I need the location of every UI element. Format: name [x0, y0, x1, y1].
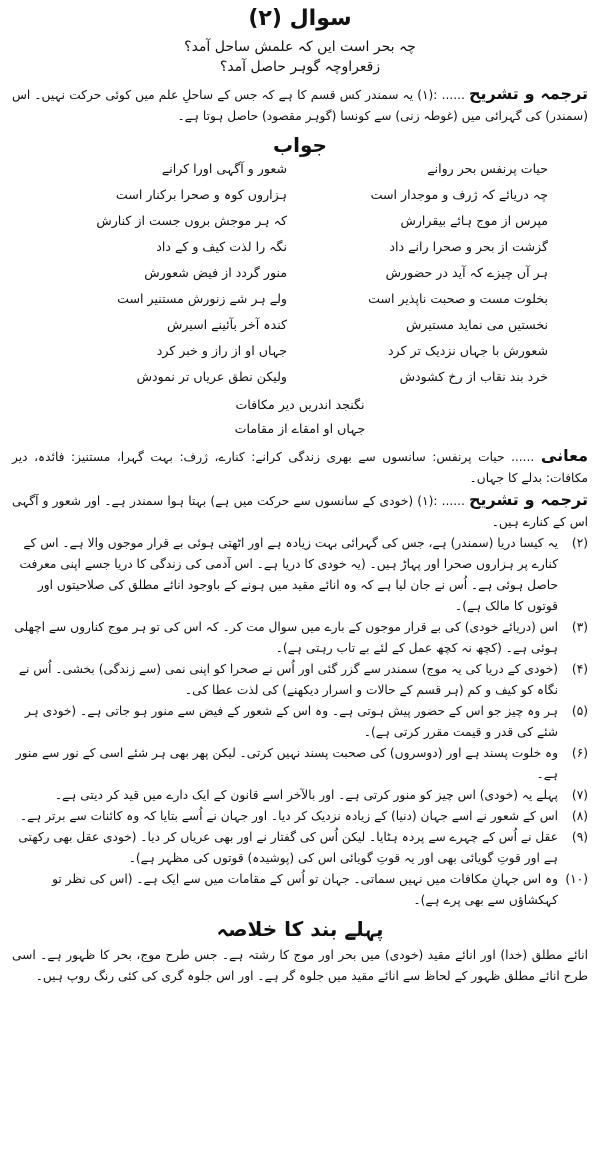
item-number: (۲) [571, 536, 588, 550]
poem-verse-right: بخلوت مست و صحبت ناپذیر است [368, 291, 548, 306]
list-item [12, 659, 588, 701]
list-item [12, 785, 588, 806]
poem-verse-left: ولے ہر شے زنورش مستنیر است [117, 291, 287, 306]
poem-verse-left: کہ ہر موجش بروں جست از کنارش [96, 213, 287, 228]
meanings-label: معانی [540, 446, 589, 465]
answer-heading: جواب [273, 133, 327, 157]
item-number: (۳) [571, 620, 588, 634]
poem-verse-right: چہ دریائے کہ ژرف و موجدار است [370, 187, 548, 202]
poem-row [52, 239, 548, 265]
item-text: عقل نے اُس کے چہرے سے پردہ ہٹایا۔ لیکن اُس کی گفتار نے اور بھی عریاں کر دیا۔ (خودی عقل بھی رکھتی ہے اور قوتِ گویائی بھی اور یہ قوتِ گویائی اس کی (پوشیدہ) قوتوں کی مظہر ہے)۔ [18, 830, 558, 865]
translation-text: :(۱) یہ سمندر کس قسم کا ہے کہ جس کے ساحلِ علم میں کوئی حرکت نہیں۔ اس (سمندر) کی گہرائی میں (غوطہ زنی) سے کونسا (گوہر مقصود) حاصل ہوتا ہے۔ [12, 88, 588, 123]
poem-center-verse-2: جہاں او امقاے از مقامات [234, 421, 366, 436]
item-text: یہ کیسا دریا (سمندر) ہے، جس کی گہرائی بہت زیادہ ہے اور اٹھتی ہوئی بے قرار موجوں والا ہے۔ اس کے کنارے پر ہزاروں صحرا اور پہاڑ ہیں۔ (یہ خودی کا دریا ہے۔ اس آدمی کی زندگی کا دریا جسے اپنی معرفت حاصل ہوئی ہے۔ اُس نے جان لیا ہے کہ وہ انائے مقید میں ہونے کے باوجود انائے مطلق کی صلاحیتوں اور قوتوں کا مالک ہے)۔ [19, 536, 558, 613]
poem-row [52, 369, 548, 395]
poem-row [52, 265, 548, 291]
answer-translation [12, 489, 588, 533]
poem-verse-right: حیات پرنفس بحر روانے [427, 161, 548, 176]
poem-verse-left: نگہ را لذت کیف و کے داد [156, 239, 287, 254]
item-text: وہ اس جہانِ مکافات میں نہیں سماتی۔ جہان تو اُس کے مقامات میں سے ایک ہے۔ (اس کی نظر تو کہکشاؤں سے بھی پرے ہے)۔ [52, 872, 558, 907]
meanings-text: حیات پرنفس: سانسوں سے بھری زندگی کرانے: کنارے، ژرف: بہت گہرا، مستنیز: فائدہ، دیر مکافات: بدلے کا جہاں۔ [12, 450, 588, 485]
poem-center-verse-1: نگنجد اندریں دیر مکافات [235, 397, 365, 412]
poem-verse-left: کندہ آخر بآئینے اسیرش [166, 317, 287, 332]
item-text: پہلے یہ (خودی) اس چیز کو منور کرتی ہے۔ اور بالآخر اسے قانون کے ایک دارے میں قید کر دیتی ہے۔ [54, 788, 558, 802]
explanation-list [12, 533, 588, 911]
poem-verse-left: ہزاروں کوہ و صحرا برکنار است [115, 187, 287, 202]
poem-row [52, 317, 548, 343]
item-text: وہ خلوت پسند ہے اور (دوسروں) کی صحبت پسند نہیں کرتی۔ لیکن پھر بھی ہر شئے اسی کے نور سے منور ہے۔ [15, 746, 558, 781]
document-page [0, 6, 600, 1174]
list-item [12, 533, 588, 617]
item-text: اس (دریائے خودی) کی بے قرار موجوں کے بارے میں سوال مت کر۔ کہ اس کی تو ہر موج کناروں سے اچھلی ہوئی ہے۔ (کچھ نہ کچھ عمل کے لئے بے تاب رہتی ہے)۔ [14, 620, 558, 655]
poem-verse-right: نخستیں می نماید مستیرش [406, 317, 548, 332]
poem-row [52, 343, 548, 369]
poem-verse-right: شعورش با جہاں نزدیک تر کرد [387, 343, 548, 358]
page-title: سوال (۲) [248, 6, 352, 31]
item-number: (۱۰) [565, 872, 588, 886]
item-number: (۴) [571, 662, 588, 676]
list-item [12, 869, 588, 911]
meanings [12, 445, 588, 489]
dots: ...... [441, 88, 465, 102]
poem-row [52, 161, 548, 187]
summary-text: انائے مطلق (خدا) اور انائے مقید (خودی) میں بحر اور موج کا رشتہ ہے۔ جس طرح موج، بحر کا ظہور ہے۔ اسی طرح انائے مطلق ظہور کے لحاظ سے انائے مقید میں جلوہ گر ہے۔ اور اس جلوہ گری کی کئی رنگ روپ ہیں۔ [12, 948, 588, 983]
poem-row [52, 187, 548, 213]
item-text: ہر وہ چیز جو اس کے حضور پیش ہوتی ہے۔ وہ اس کے شعور کے فیض سے منور ہو جاتی ہے۔ (خودی ہر شئے کی قدر و قیمت مقرر کرتی ہے)۔ [24, 704, 558, 739]
poem-verse-left: شعور و آگہی اورا کرانے [161, 161, 287, 176]
question-line-1: چہ بحر است ایں کہ علمش ساحل آمد؟ [184, 39, 416, 55]
list-item [12, 617, 588, 659]
poem-row [52, 213, 548, 239]
translation-label: ترجمہ و تشریح [468, 84, 588, 103]
poem-verse-right: ہر آں چیزے کہ آید در حضورش [385, 265, 548, 280]
list-item [12, 827, 588, 869]
question-line-2: زقعراوچہ گوہر حاصل آمد؟ [219, 59, 381, 75]
translation-label: ترجمہ و تشریح [469, 490, 589, 509]
poem-verse-right: خرد بند نقاب از رخ کشودش [399, 369, 548, 384]
translation-text: :(۱) (خودی کے سانسوں سے حرکت میں ہے) بہتا ہوا سمندر ہے۔ اور شعور و آگہی اس کے کنارے ہیں۔ [12, 494, 588, 529]
poem-verse-left: جہاں او از راز و خبر کرد [156, 343, 287, 358]
list-item [12, 743, 588, 785]
item-text: (خودی کے دریا کی یہ موج) سمندر سے گزر گئی اور اُس نے صحرا کو اپنی نمی (سے زندگی) بخشی۔ اُس نے نگاہ کو کیف و کم (ہر قسم کے حالات و اسرار دیکھنے) کی لذت عطا کی۔ [18, 662, 558, 697]
poem-verse-left: ولیکن نطق عریاں تر نمودش [136, 369, 287, 384]
dots: ...... [511, 450, 535, 464]
poem-verse-right: گزشت از بحر و صحرا رانے داد [389, 239, 548, 254]
question-translation [12, 83, 588, 127]
list-item [12, 701, 588, 743]
item-number: (۷) [571, 788, 588, 802]
item-number: (۸) [571, 809, 588, 823]
item-number: (۵) [571, 704, 588, 718]
item-number: (۶) [571, 746, 588, 760]
list-item [12, 806, 588, 827]
summary-heading: پہلے بند کا خلاصہ [216, 917, 384, 941]
item-text: اس کے شعور نے اسے جہان (دنیا) کے زیادہ نزدیک کر دیا۔ اور جہان نے اُسے بتایا کہ وہ کائنات سے برتر ہے۔ [20, 809, 558, 823]
poem-verse-right: مپرس از موج ہائے بیقرارش [400, 213, 548, 228]
poem-row [52, 291, 548, 317]
poem [12, 161, 588, 393]
item-number: (۹) [571, 830, 588, 844]
dots: ...... [441, 494, 465, 508]
poem-verse-left: منور گردد از فیض شعورش [144, 265, 287, 280]
